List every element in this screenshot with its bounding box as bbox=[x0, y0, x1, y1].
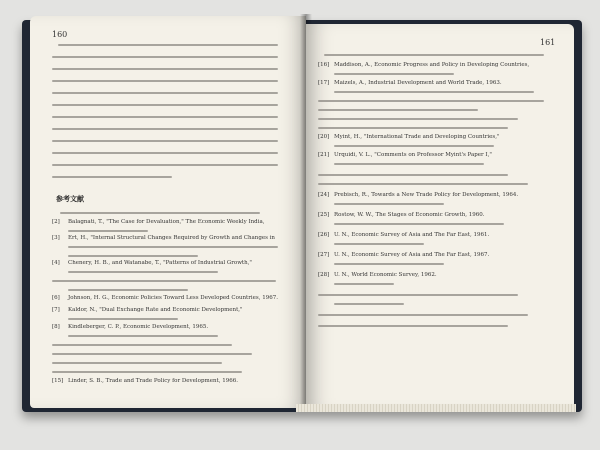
ref-entry: Linder, S. B., Trade and Trade Policy for Development, 1966. bbox=[68, 378, 238, 384]
ref-number: [16] bbox=[318, 62, 330, 68]
ref-entry: Maddison, A., Economic Progress and Policy in Developing Countries, bbox=[334, 62, 530, 68]
ref-number: [15] bbox=[52, 378, 64, 384]
ref-number: [17] bbox=[318, 80, 330, 86]
page-edges bbox=[296, 404, 576, 412]
ref-entry: Balagnati, T., "The Case for Devaluation," The Economic Weekly India, bbox=[68, 219, 265, 225]
ref-number: [8] bbox=[52, 324, 60, 330]
ref-number: [6] bbox=[52, 295, 60, 301]
ref-number: [7] bbox=[52, 307, 60, 313]
ref-number: [25] bbox=[318, 212, 330, 218]
ref-entry: U. N., Economic Survey of Asia and The Far East, 1961. bbox=[334, 232, 490, 238]
ref-number: [26] bbox=[318, 232, 330, 238]
ref-number: [28] bbox=[318, 272, 330, 278]
ref-entry: Ert, H., "Internal Structural Changes Required by Growth and Changes in bbox=[68, 235, 275, 241]
ref-number: [4] bbox=[52, 260, 60, 266]
ref-entry: Rostow, W. W., The Stages of Economic Growth, 1960. bbox=[334, 212, 485, 218]
ref-number: [21] bbox=[318, 152, 330, 158]
references-heading: 参考文献 bbox=[56, 194, 84, 203]
ref-entry: U. N., Economic Survey of Asia and The Far East, 1967. bbox=[334, 252, 490, 258]
ref-number: [20] bbox=[318, 134, 330, 140]
left-page bbox=[30, 16, 306, 408]
ref-number: [27] bbox=[318, 252, 330, 258]
ref-entry: Urquidi, V. L., "Comments on Professor Myint's Paper I," bbox=[334, 152, 492, 158]
ref-entry: U. N., World Economic Survey, 1962. bbox=[334, 272, 437, 278]
ref-entry: Chenery, H. B., and Watanabe, T., "Patterns of Industrial Growth," bbox=[68, 260, 252, 266]
ref-entry: Myint, H., "International Trade and Developing Countries," bbox=[334, 134, 500, 140]
ref-entry: Kindleberger, C. P., Economic Development, 1965. bbox=[68, 324, 209, 330]
right-page bbox=[306, 24, 574, 410]
ref-number: [3] bbox=[52, 235, 60, 241]
ref-entry: Prebisch, R., Towards a New Trade Policy for Development, 1964. bbox=[334, 192, 519, 198]
right-page-number: 161 bbox=[540, 38, 556, 47]
ref-number: [24] bbox=[318, 192, 330, 198]
ref-entry: Maizels, A., Industrial Development and World Trade, 1963. bbox=[334, 80, 502, 86]
ref-entry: Johnson, H. G., Economic Policies Toward Less Developed Countries, 1967. bbox=[68, 295, 278, 301]
left-page-number: 160 bbox=[52, 30, 68, 39]
ref-entry: Kaldor, N., "Dual Exchange Rate and Economic Development," bbox=[68, 307, 243, 313]
ref-number: [2] bbox=[52, 219, 60, 225]
